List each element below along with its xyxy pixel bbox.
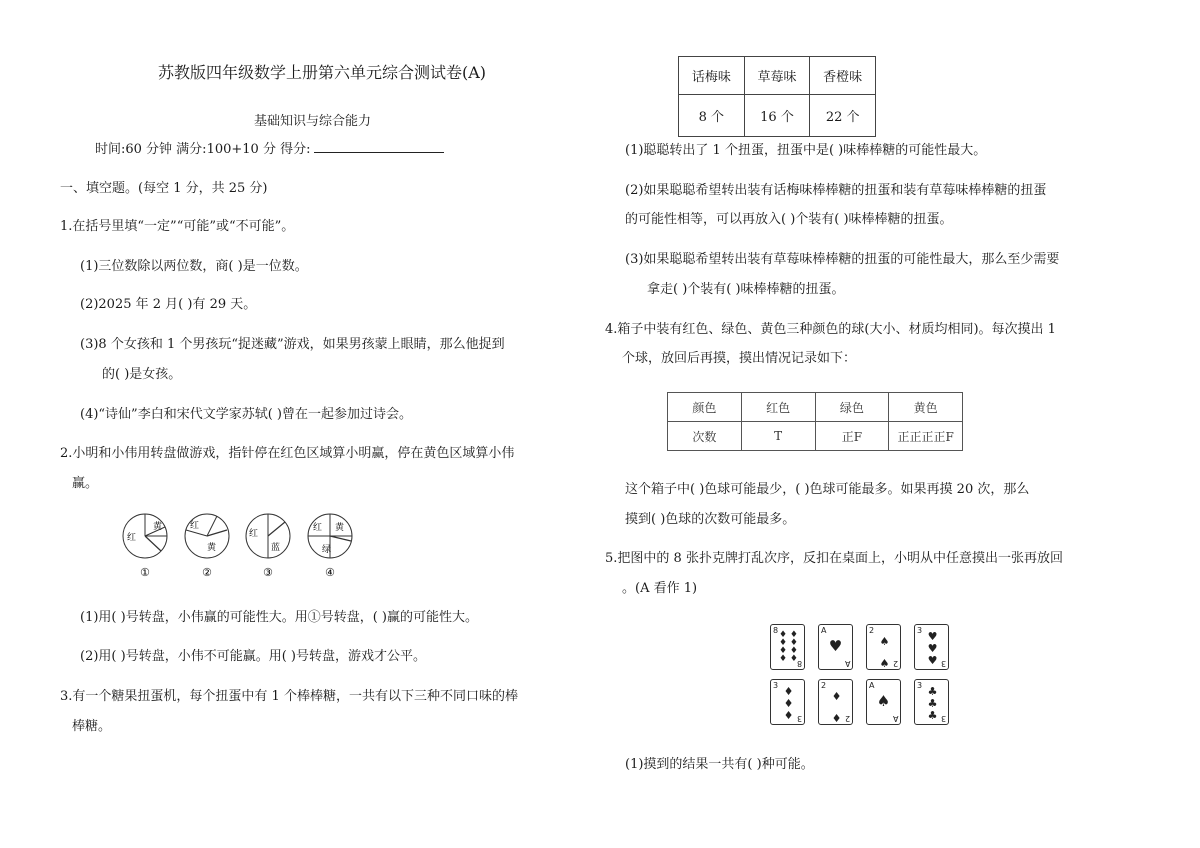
playing-card — [818, 624, 853, 670]
candy-value-1: 8 个 — [679, 95, 745, 137]
q5-text-line1: 5.把图中的 8 张扑克牌打乱次序，反扣在桌面上，小明从中任意摸出一张再放回 — [605, 551, 1063, 566]
spinner-4-label-1: 红 — [313, 523, 323, 533]
ball-header-3: 绿色 — [815, 393, 889, 422]
ball-header-1: 颜色 — [668, 393, 742, 422]
card-rank-bottom: 2 — [892, 659, 898, 668]
candy-header-2: 草莓味 — [744, 57, 810, 95]
card-rank: 8 — [773, 626, 779, 635]
spinner-2-number: ② — [202, 566, 212, 579]
q4-text-line1: 4.箱子中装有红色、绿色、黄色三种颜色的球(大小、材质均相同)。每次摸出 1 — [605, 322, 1056, 337]
q1-c-line1: (3)8 个女孩和 1 个男孩玩“捉迷藏”游戏，如果男孩蒙上眼睛，那么他捉到 — [80, 337, 505, 352]
spinners-figure — [115, 508, 365, 583]
q1-a: (1)三位数除以两位数，商( )是一位数。 — [80, 259, 308, 274]
q5-a: (1)摸到的结果一共有( )种可能。 — [625, 757, 814, 772]
ball-header-2: 红色 — [741, 393, 815, 422]
q3-text-line2: 棒糖。 — [72, 719, 112, 734]
q4-a-line2: 摸到( )色球的次数可能最多。 — [625, 512, 796, 527]
tally-yellow: 正正正正F — [889, 422, 963, 451]
spinner-1 — [123, 514, 167, 579]
card-rank: 3 — [917, 681, 923, 690]
spinner-2-label-2: 黄 — [207, 543, 217, 553]
card-suit-pips: ♦ ♦ ♦ ♦ ♦ ♦ ♦ ♦ — [779, 630, 798, 664]
playing-card — [818, 679, 853, 725]
candy-value-2: 16 个 — [744, 95, 810, 137]
q4-a-line1: 这个箱子中( )色球可能最少，( )色球可能最多。如果再摸 20 次，那么 — [625, 482, 1030, 497]
card-suit: ♠ — [876, 692, 891, 710]
card-rank-bottom: 3 — [940, 714, 946, 723]
exam-info — [95, 138, 444, 157]
candy-table — [678, 56, 876, 137]
section-heading: 一、填空题。(每空 1 分，共 25 分) — [60, 181, 268, 196]
spinner-3-number: ③ — [263, 566, 273, 579]
page-title: 苏教版四年级数学上册第六单元综合测试卷(A) — [158, 63, 487, 82]
playing-card — [770, 624, 805, 670]
card-rank: 3 — [917, 626, 923, 635]
spinner-1-label-2: 红 — [127, 533, 137, 543]
q2-text-line1: 2.小明和小伟用转盘做游戏，指针停在红色区域算小明赢，停在黄色区域算小伟 — [60, 446, 515, 461]
q1-d: (4)“诗仙”李白和宋代文学家苏轼( )曾在一起参加过诗会。 — [80, 407, 412, 422]
spinner-3-label-1: 红 — [249, 529, 259, 539]
card-rank: A — [821, 626, 827, 635]
q2-b: (2)用( )号转盘，小伟不可能赢。用( )号转盘，游戏才公平。 — [80, 649, 426, 664]
card-suit-pips: ♥ ♥ ♥ — [927, 630, 938, 667]
exam-info-text: 时间:60 分钟 满分:100+10 分 得分: — [95, 142, 311, 157]
q3-b-line1: (2)如果聪聪希望转出装有话梅味棒棒糖的扭蛋和装有草莓味棒棒糖的扭蛋 — [625, 183, 1047, 198]
spinner-1-number: ① — [140, 566, 150, 579]
score-blank — [314, 141, 444, 153]
playing-card — [866, 624, 901, 670]
candy-header-3: 香橙味 — [810, 57, 876, 95]
spinner-4-number: ④ — [325, 566, 335, 579]
card-suit-pips: ♠ ♠ — [879, 635, 890, 670]
spinner-4-label-2: 黄 — [335, 523, 345, 533]
playing-card — [914, 679, 949, 725]
candy-header-1: 话梅味 — [679, 57, 745, 95]
spinner-4-label-3: 绿 — [322, 545, 332, 555]
card-suit-pips: ♣ ♣ ♣ — [927, 685, 938, 722]
q2-text-line2: 赢。 — [72, 476, 99, 491]
ball-record-table — [667, 392, 963, 451]
q3-b-line2: 的可能性相等，可以再放入( )个装有( )味棒棒糖的扭蛋。 — [625, 212, 953, 227]
q3-text-line1: 3.有一个糖果扭蛋机，每个扭蛋中有 1 个棒棒糖，一共有以下三种不同口味的棒 — [60, 689, 518, 704]
spinner-4 — [308, 514, 352, 579]
card-rank-bottom: 3 — [796, 714, 802, 723]
card-rank-bottom: A — [892, 714, 898, 723]
candy-value-3: 22 个 — [810, 95, 876, 137]
spinner-3-label-2: 蓝 — [271, 543, 281, 553]
card-rank: A — [869, 681, 875, 690]
q3-c-line1: (3)如果聪聪希望转出装有草莓味棒棒糖的扭蛋的可能性最大，那么至少需要 — [625, 252, 1060, 267]
card-rank: 2 — [869, 626, 875, 635]
tally-green: 正F — [815, 422, 889, 451]
spinner-3 — [246, 514, 290, 579]
playing-card — [770, 679, 805, 725]
spinner-2 — [185, 514, 229, 579]
q3-c-line2: 拿走( )个装有( )味棒棒糖的扭蛋。 — [647, 282, 845, 297]
q5-text-line2: 。(A 看作 1) — [622, 581, 698, 596]
playing-card — [914, 624, 949, 670]
card-rank-bottom: A — [844, 659, 850, 668]
q1-text: 1.在括号里填“一定”“可能”或“不可能”。 — [60, 219, 295, 234]
q2-a: (1)用( )号转盘，小伟赢的可能性大。用①号转盘，( )赢的可能性大。 — [80, 610, 478, 625]
card-suit-pips: ♦ ♦ — [831, 690, 842, 725]
tally-red: T — [741, 422, 815, 451]
page-subtitle: 基础知识与综合能力 — [254, 114, 372, 129]
card-suit: ♥ — [828, 637, 843, 655]
ball-row-label: 次数 — [668, 422, 742, 451]
q1-c-line2: 的( )是女孩。 — [102, 367, 182, 382]
q4-text-line2: 个球，放回后再摸，摸出情况记录如下： — [622, 351, 857, 366]
card-rank-bottom: 3 — [940, 659, 946, 668]
q3-a: (1)聪聪转出了 1 个扭蛋，扭蛋中是( )味棒棒糖的可能性最大。 — [625, 143, 987, 158]
card-rank: 2 — [821, 681, 827, 690]
ball-header-4: 黄色 — [889, 393, 963, 422]
playing-card — [866, 679, 901, 725]
card-suit-pips: ♦ ♦ ♦ — [783, 685, 794, 722]
spinner-2-label-1: 红 — [190, 521, 200, 531]
card-rank-bottom: 8 — [796, 659, 802, 668]
card-rank-bottom: 2 — [844, 714, 850, 723]
card-rank: 3 — [773, 681, 779, 690]
spinner-1-label-1: 黄 — [153, 522, 163, 532]
q1-b: (2)2025 年 2 月( )有 29 天。 — [80, 297, 257, 312]
